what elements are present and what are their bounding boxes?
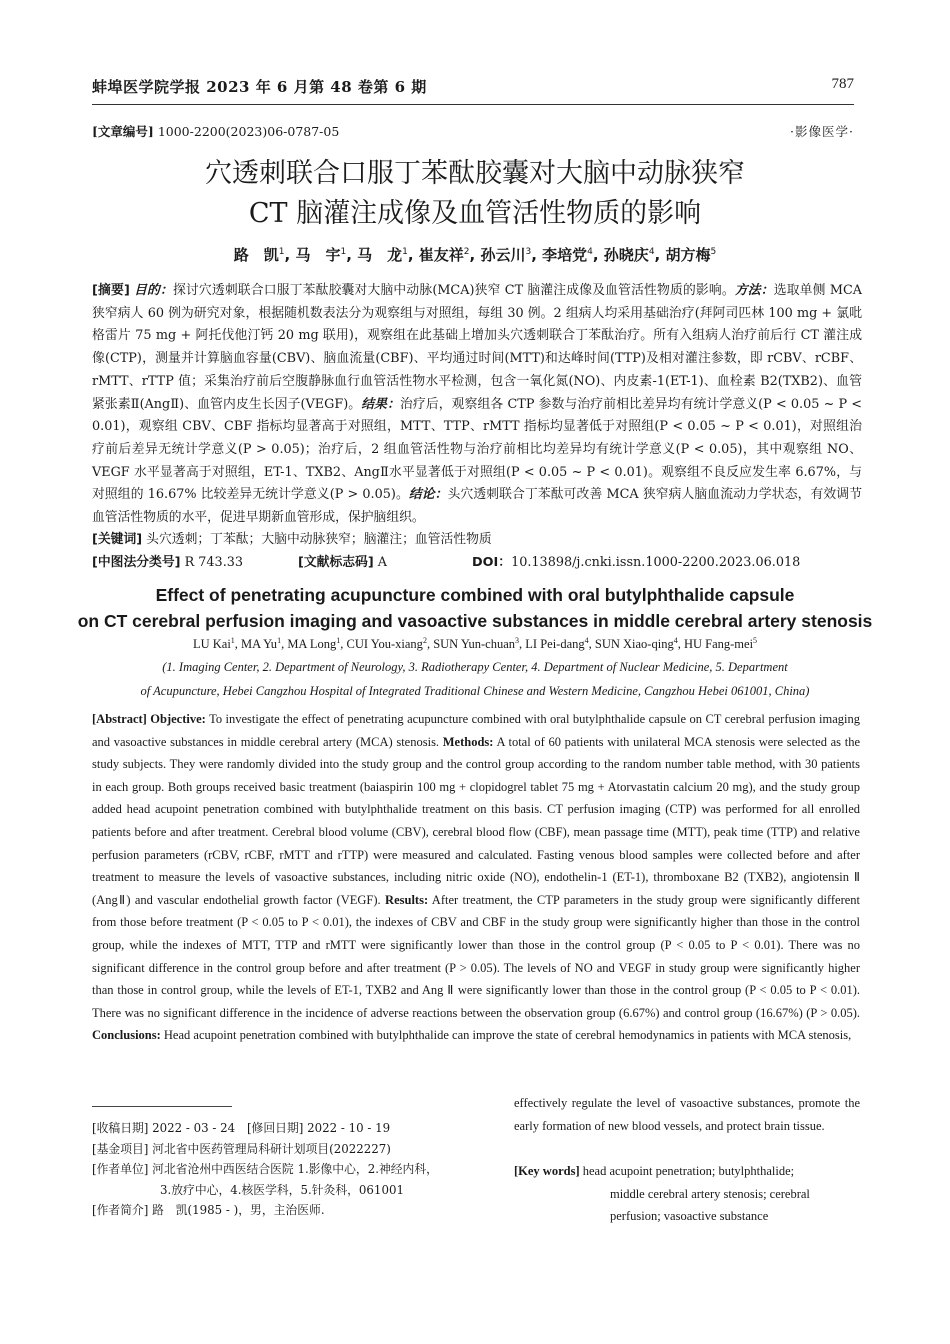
footnote-affiliation-cont: 3.放疗中心，4.核医学科，5.针灸科，061001 — [160, 1182, 404, 1197]
doi — [472, 551, 800, 570]
cn-author: 孙晓庆$^4$ — [603, 246, 655, 264]
en-title-line2: on CT cerebral perfusion imaging and vasoactive substances in middle cerebral artery stenosis — [77, 611, 873, 631]
cn-author: 孙云川$^3$ — [480, 246, 532, 264]
header-divider — [92, 104, 854, 105]
en-keywords-line2: middle cerebral artery stenosis; cerebral — [610, 1186, 810, 1201]
en-keywords — [514, 1160, 860, 1228]
en-title-line1: Effect of penetrating acupuncture combined with oral butylphthalide capsule — [155, 585, 795, 605]
cn-results-label: 结果： — [361, 396, 400, 412]
en-objective: To investigate the effect of penetrating acupuncture combined with oral butylphthalide capsule on CT cerebral perfusion imaging and vasoactive substances in middle cerebral artery (MCA) stenosis. — [92, 712, 860, 749]
journal-running-head: 蚌埠医学院学报 2023 年 6 月第 48 卷第 6 期 — [92, 78, 427, 96]
cn-title-line2: CT 脑灌注成像及血管活性物质的影响 — [248, 198, 702, 229]
cn-title-line1: 穴透刺联合口服丁苯酞胶囊对大脑中动脉狭窄 — [205, 158, 745, 189]
cn-doc-code — [298, 551, 387, 570]
clc-value: R 743.33 — [184, 555, 244, 570]
en-methods-label: Methods: — [442, 734, 494, 749]
cn-objective: 探讨穴透刺联合口服丁苯酞胶囊对大脑中动脉(MCA)狭窄 CT 脑灌注成像及血管活性物质的影响。 — [172, 283, 735, 298]
cn-author: 马 宇$^1$ — [295, 246, 347, 264]
en-affiliation-line2: of Acupuncture, Hebei Cangzhou Hospital of Integrated Traditional Chinese and Western Medicine, Cangzhou Hebei 061001, China) — [140, 684, 810, 698]
article-number-label: [文章编号] — [92, 124, 154, 139]
cn-author: 路 凯$^1$ — [233, 246, 285, 264]
en-affiliation-line1: (1. Imaging Center, 2. Department of Neurology, 3. Radiotherapy Center, 4. Department of Nuclear Medicine, 5. Department — [162, 660, 788, 674]
cn-author: 崔友祥$^2$ — [418, 246, 470, 264]
footnote-fund: [基金项目] 河北省中医药管理局科研计划项目(2022227) — [92, 1141, 391, 1156]
cn-authors: 路 凯$^1$, 马 宇$^1$, 马 龙$^1$, 崔友祥$^2$, 孙云川$^3$, 李培党$^4$, 孙晓庆$^4$, 胡方梅$^5$ — [233, 246, 717, 264]
cn-results: 治疗后，观察组各 CTP 参数与治疗前相比差异均有统计学意义(P < 0.05 ~ P < 0.01)，观察组 CBV、CBF 指标均显著高于对照组，MTT、TTP、rMTT 指标均显著低于对照组(P < 0.05 ~ P < 0.01)，对照组治疗前后差异无统计学意义(P > 0.05)；治疗后，2 组血管活性物与治疗前相比均差异均有统计学意义(P < 0.05)，其中观察组 NO、VEGF 水平显著高于对照组，ET-1、TXB2、AngⅡ水平显著低于对照组(P < 0.05 ~ P < 0.01)。观察组不良反应发生率 6.67%，与对照组的 16.67% 比较差异无统计学意义(P > 0.05)。 — [92, 396, 862, 503]
en-abstract — [92, 708, 860, 1047]
cn-keywords-label: [关键词] — [92, 532, 143, 547]
en-conclusions: Head acupoint penetration combined with butylphthalide can improve the state of cerebral hemodynamics in patients with MCA stenosis, — [163, 1028, 852, 1043]
en-abstract-label: [Abstract] — [92, 712, 147, 726]
en-keywords-label: [Key words] — [514, 1164, 580, 1178]
cn-abstract — [92, 280, 862, 530]
cn-conclusions: 头穴透刺联合丁苯酞可改善 MCA 狭窄病人脑血流动力学状态，有效调节血管活性物质的水平，促进早期新血管形成，保护脑组织。 — [92, 487, 862, 526]
cn-keywords-text: 头穴透刺；丁苯酞；大脑中动脉狭窄；脑灌注；血管活性物质 — [146, 532, 492, 547]
en-results: After treatment, the CTP parameters in the study group were significantly different from those before treatment (P < 0.05 to P < 0.01), the indexes of CBV and CBF in the study group were significantly higher than those in the control group, while the indexes of MTT, TTP and rMTT were significantly lower than those in the control group (P < 0.05 to P < 0.01). There was no significant difference in the control group before and after treatment (P > 0.05). The levels of NO and VEGF in study group were significantly higher than those in control group, while the levels of ET-1, TXB2 and Ang Ⅱ were significantly lower than those in the control group (P < 0.05 to P < 0.01). There was no significant difference in the incidence of adverse reactions between the observation group (6.67%) and control group (16.67%) (P > 0.05). — [92, 892, 861, 1020]
doi-label: DOI： — [472, 555, 512, 570]
cn-author: 胡方梅$^5$ — [665, 246, 717, 264]
footnote-bio: [作者简介] 路 凯(1985 - )，男，主治医师. — [92, 1203, 325, 1217]
en-author: SUN Yun-chuan$^3$ — [433, 636, 520, 652]
cn-methods-label: 方法： — [734, 283, 774, 298]
en-results-label: Results: — [385, 892, 429, 907]
doc-code-label: [文献标志码] — [298, 555, 374, 570]
doc-code-value: A — [377, 555, 388, 570]
clc-label: [中图法分类号] — [92, 555, 181, 570]
en-keywords-line1: head acupoint penetration; butylphthalide; — [582, 1164, 795, 1178]
cn-author: 马 龙$^1$ — [357, 246, 408, 264]
cn-methods: 选取单侧 MCA 狭窄病人 60 例为研究对象，根据随机数表法分为观察组与对照组，每组 30 例。2 组病人均采用基础治疗(拜阿司匹林 100 mg + 氯吡格雷片 75 mg + 阿托伐他汀钙 20 mg 联用)，观察组在此基础上增加头穴透刺联合丁苯酞治疗。所有入组病人治疗前后行 CT 灌注成像(CTP)，测量并计算脑血容量(CBV)、脑血流量(CBF)、平均通过时间(MTT)和达峰时间(TTP)及相对灌注参数，即 rCBV、rCBF、rMTT、rTTP 值；采集治疗前后空腹静脉血行血管活性物水平检测，包含一氧化氮(NO)、内皮素-1(ET-1)、血栓素 B2(TXB2)、血管紧张素Ⅱ(AngⅡ)、血管内皮生长因子(VEGF)。 — [92, 283, 862, 412]
doi-value[interactable]: 10.13898/j.cnki.issn.1000-2200.2023.06.018 — [511, 555, 801, 570]
article-number-value: 1000-2200(2023)06-0787-05 — [157, 124, 340, 139]
en-author: CUI You-xiang$^2$ — [346, 636, 427, 652]
article-number — [92, 122, 339, 140]
footnotes — [92, 1118, 502, 1221]
en-methods: A total of 60 patients with unilateral MCA stenosis were selected as the study subjects. They were randomly divided into the study group and the control group according to the random number table method, with 30 patients in each group. Both groups received basic treatment (baiaspirin 100 mg + clopidogrel tablet 75 mg + Atorvastatin calcium 20 mg), and the study group added head acupoint penetration combined with butylphthalide treatment on this basis. CT perfusion imaging (CTP) was performed for all enrolled patients before and after treatment. Cerebral blood volume (CBV), cerebral blood flow (CBF), mean passage time (MTT), peak time (TTP) and relative perfusion parameters (rCBV, rCBF, rMTT and rTTP) were measured and calculated. Fasting venous blood samples were collected before and after treatment to measure the levels of vasoactive substances, including nitric oxide (NO), endothelin-1 (ET-1), thromboxane B2 (TXB2), angiotensin Ⅱ (AngⅡ) and vascular endothelial growth factor (VEGF). — [92, 734, 861, 907]
en-author: LU Kai$^1$ — [192, 636, 235, 652]
cn-abstract-label: [摘要] — [92, 283, 130, 298]
en-authors: LU Kai$^1$, MA Yu$^1$, MA Long$^1$, CUI You-xiang$^2$, SUN Yun-chuan$^3$, LI Pei-dang$^4$, SUN Xiao-qing$^4$, HU Fang-mei$^5$ — [192, 636, 758, 652]
page-number: 787 — [831, 76, 854, 92]
en-author: MA Yu$^1$ — [241, 636, 282, 652]
cn-classification — [92, 551, 243, 570]
cn-keywords — [92, 528, 492, 547]
en-author: HU Fang-mei$^5$ — [683, 636, 758, 652]
cn-objective-label: 目的： — [134, 283, 173, 298]
en-objective-label: Objective: — [150, 712, 206, 726]
en-author: SUN Xiao-qing$^4$ — [594, 636, 678, 652]
column-tag: ·影像医学· — [790, 124, 854, 139]
en-conclusions-continued: effectively regulate the level of vasoactive substances, promote the early formation of new blood vessels, and protect brain tissue. — [514, 1096, 860, 1133]
en-author: LI Pei-dang$^4$ — [525, 636, 589, 652]
footnote-divider — [92, 1106, 232, 1107]
cn-author: 李培党$^4$ — [542, 246, 593, 264]
footnote-received: [收稿日期] 2022 - 03 - 24 [修回日期] 2022 - 10 - 19 — [92, 1121, 391, 1135]
footnote-affiliation: [作者单位] 河北省沧州中西医结合医院 1.影像中心，2.神经内科， — [92, 1162, 438, 1176]
en-author: MA Long$^1$ — [287, 636, 341, 652]
en-conclusions-label: Conclusions: — [92, 1028, 161, 1043]
en-keywords-line3: perfusion; vasoactive substance — [610, 1209, 769, 1224]
cn-conclusions-label: 结论： — [408, 487, 448, 503]
